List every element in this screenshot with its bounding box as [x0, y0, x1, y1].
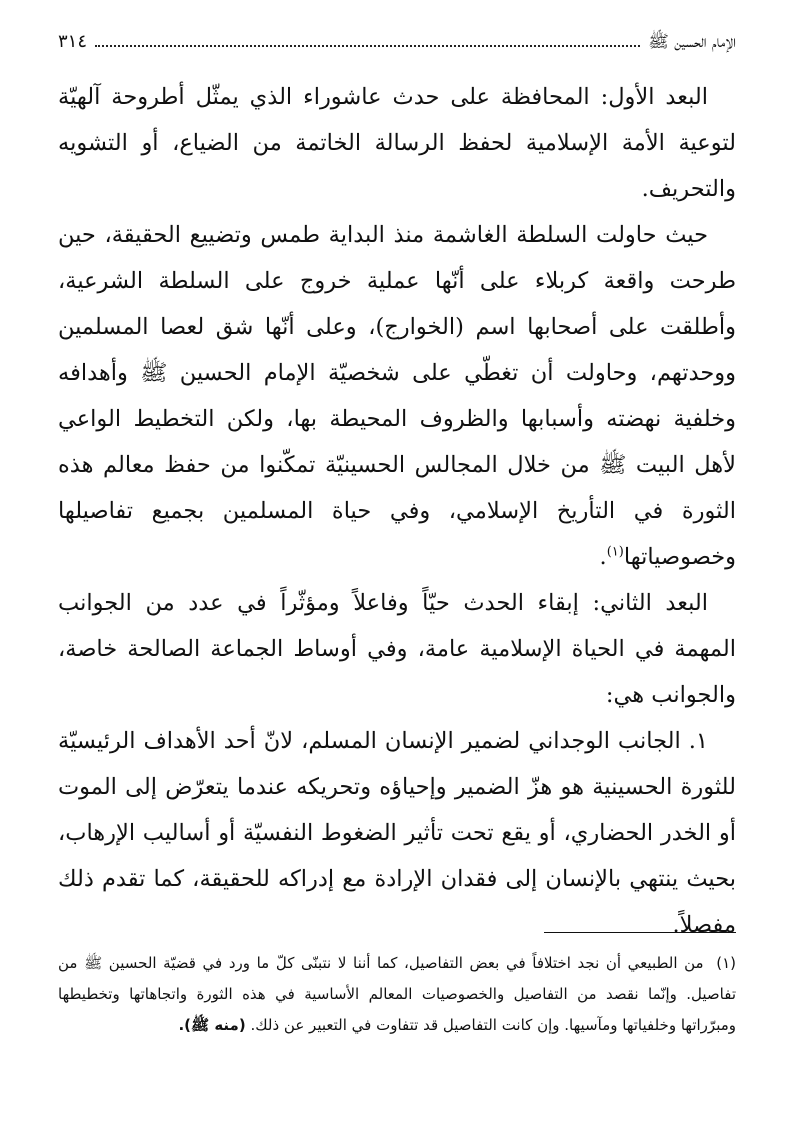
footnote-reference: (١): [606, 544, 624, 560]
page-header: [58, 26, 736, 54]
paragraph-second-dimension: البعد الثاني: إبقاء الحدث حيّاً وفاعلاً ومؤثّراً في عدد من الجوانب المهمة في الحياة الإسلامية عامة، وفي أوساط الجماعة الصالحة خاصة، والجوانب هي:: [58, 590, 736, 708]
footnote: [58, 948, 736, 1041]
book-page: [58, 26, 736, 1126]
paragraph-authority-attempt: حيث حاولت السلطة الغاشمة منذ البداية طمس وتضييع الحقيقة، حين طرحت واقعة كربلاء على أنّها عملية خروج على السلطة الشرعية، وأطلقت على أصحابها اسم (الخوارج)، وعلى أنّها شق لعصا المسلمين ووحدتهم، وحاولت أن تغطّي على شخصيّة الإمام الحسين ﷺ وأهدافه وخلفية نهضته وأسبابها والظروف المحيطة بها، ولكن التخطيط الواعي لأهل البيت ﷺ من خلال المجالس الحسينيّة تمكّنوا من حفظ معالم هذه الثورة في التأريخ الإسلامي، وفي حياة المسلمين بجميع تفاصيلها وخصوصياتها$^{(١)}$.: [58, 222, 736, 570]
footnote-attribution: (منه ﷺ).: [178, 1016, 246, 1034]
footnote-number: (١): [716, 954, 736, 972]
footnote-separator: [544, 932, 736, 933]
paragraph-first-dimension: البعد الأول: المحافظة على حدث عاشوراء الذي يمثّل أطروحة آلهيّة لتوعية الأمة الإسلامية لحفظ الرسالة الخاتمة من الضياع، أو التشويه والتحريف.: [58, 84, 736, 202]
dotted-leader: [95, 45, 640, 47]
paragraph-list-item-1: ١. الجانب الوجداني لضمير الإنسان المسلم، لانّ أحد الأهداف الرئيسيّة للثورة الحسينية هو هزّ الضمير وإحياؤه وتحريكه عندما يتعرّض إلى الموت أو الخدر الحضاري، أو يقع تحت تأثير الضغوط النفسيّة أو أساليب الإرهاب، بحيث ينتهي بالإنسان إلى فقدان الإرادة مع إدراكه للحقيقة، كما تقدم ذلك مفصلاً.: [58, 728, 736, 938]
footnote-text: من الطبيعي أن نجد اختلافاً في بعض التفاصيل، كما أننا لا نتبنّى كلّ ما ورد في قضيّة الحسين ﷺ من تفاصيل. وإنّما نقصد من التفاصيل والخصوصيات المعالم الأساسية في هذه الثورة واتجاهاتها وتخطيطها ومبرّراتها وخلفياتها ومآسيها. وإن كانت التفاصيل قد تتفاوت في التعبير عن ذلك.: [58, 954, 736, 1034]
page-number: ٣١٤: [58, 31, 88, 52]
running-title: الإمام الحسين ﷺ: [648, 32, 736, 52]
main-text: [58, 74, 736, 948]
